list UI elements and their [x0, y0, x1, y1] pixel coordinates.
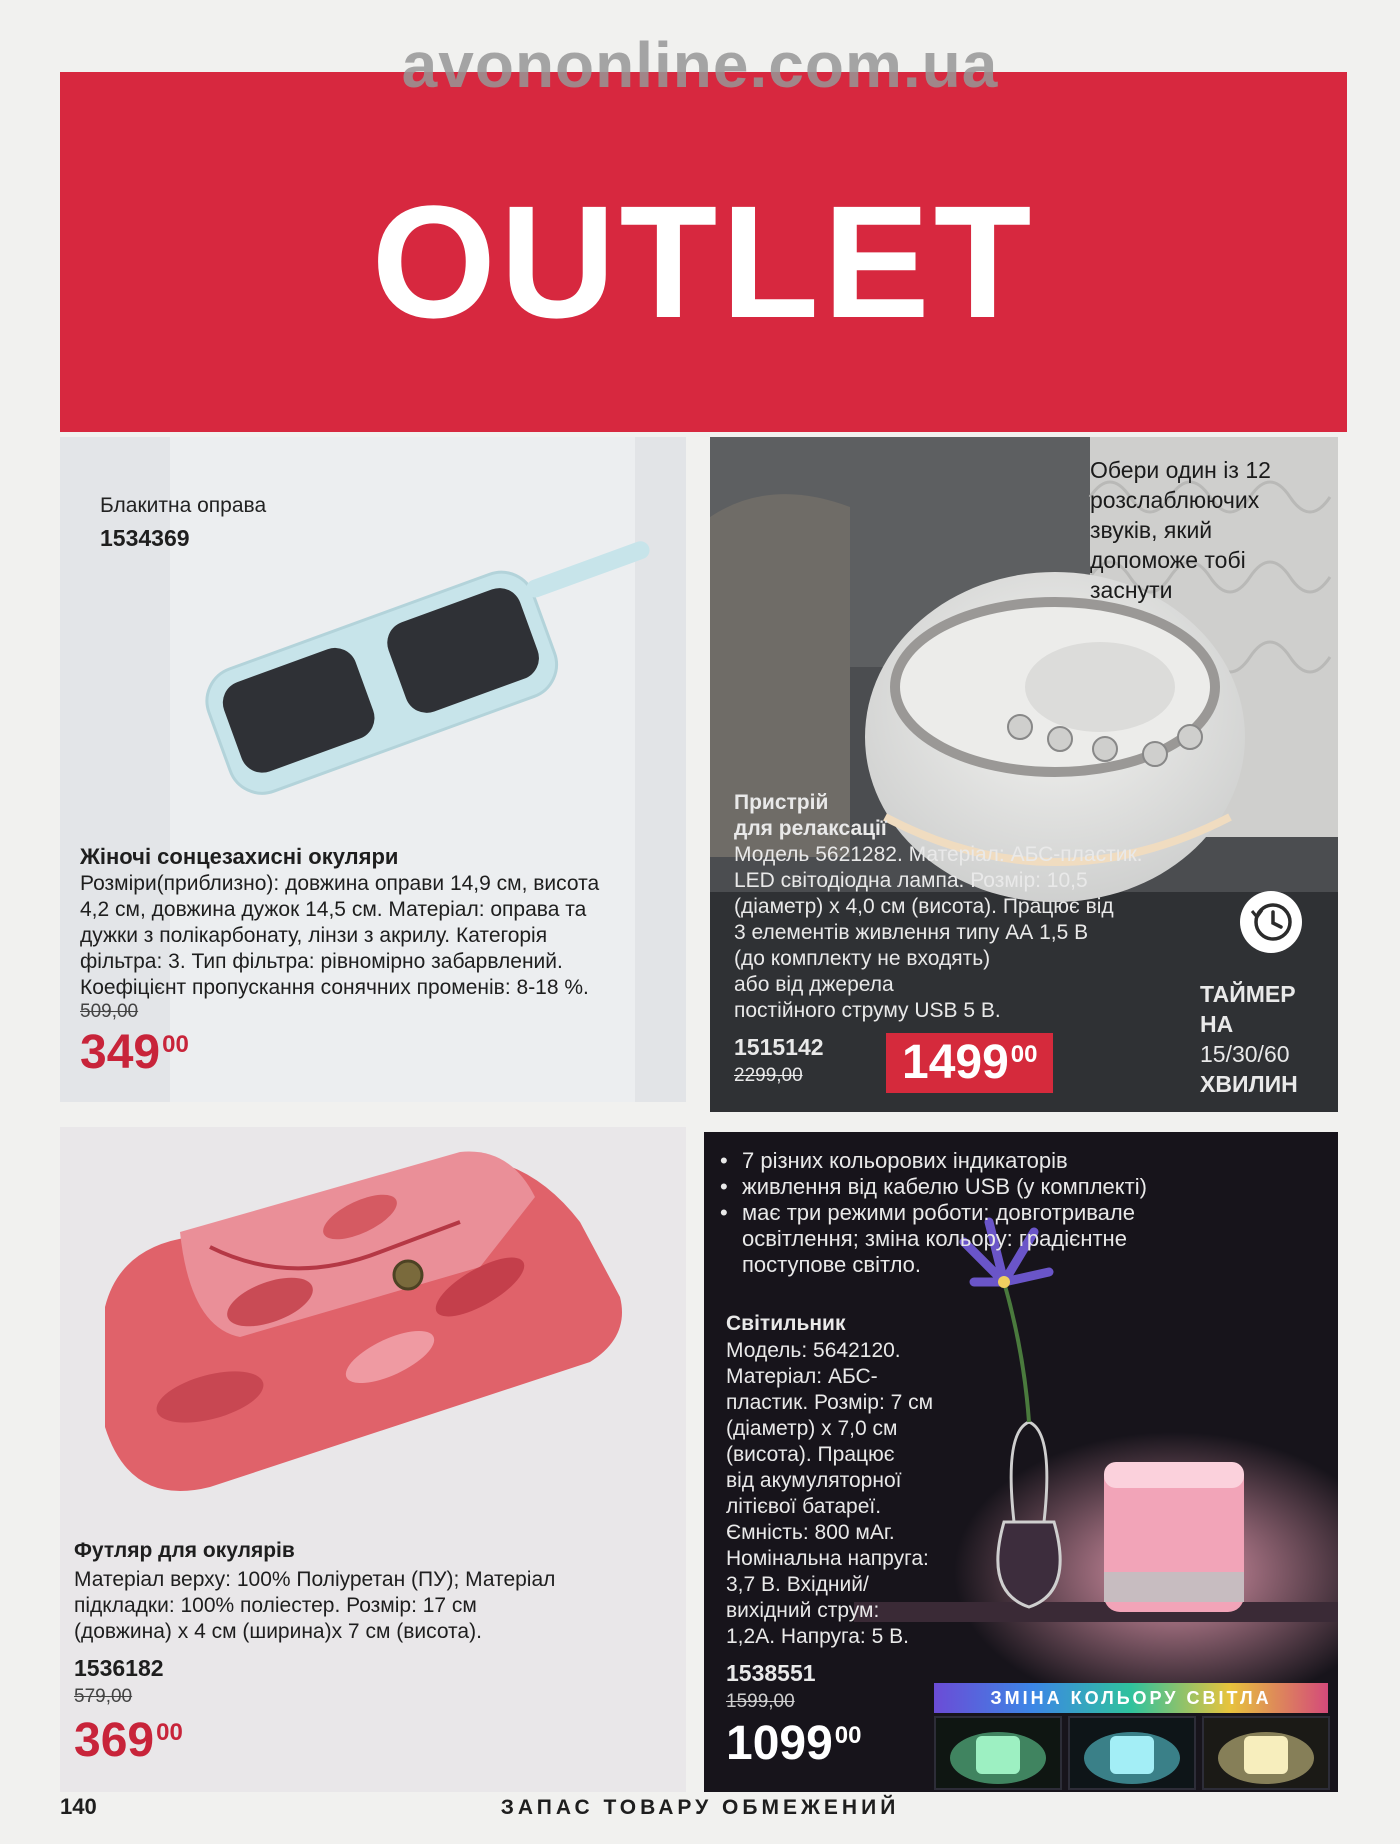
description-line: 1,2А. Напруга: 5 В.	[726, 1625, 909, 1648]
promo-line: заснути	[1090, 577, 1173, 603]
product-code: 1536182	[74, 1655, 164, 1681]
timer-line: 15/30/60	[1200, 1041, 1290, 1067]
product-code: 1515142	[734, 1034, 824, 1060]
description-line: Матеріал верху: 100% Поліуретан (ПУ); Матеріал	[74, 1568, 556, 1591]
product-title: Світильник	[726, 1312, 846, 1335]
timer-line: ТАЙМЕР	[1200, 981, 1296, 1007]
promo-text	[1090, 455, 1330, 605]
product-code: 1534369	[100, 525, 190, 551]
glasses-case-image	[60, 1127, 686, 1792]
product-title: Футляр для окулярів	[74, 1539, 295, 1562]
price	[886, 1033, 1053, 1093]
description-line: пластик. Розмір: 7 см	[726, 1391, 934, 1414]
promo-line: Обери один із 12	[1090, 457, 1271, 483]
description-line: дужки з полікарбонату, лінзи з акрилу. Категорія	[80, 924, 548, 947]
product-description	[80, 871, 680, 1001]
lamp-blue-thumbnail	[1068, 1716, 1196, 1790]
price	[80, 1026, 189, 1079]
price-main: 349	[80, 1026, 161, 1079]
feature-item	[720, 1148, 1330, 1174]
price-cents: 00	[1010, 1041, 1038, 1068]
lamp-green-thumbnail	[934, 1716, 1062, 1790]
price-main: 1099	[726, 1717, 833, 1770]
old-price: 579,00	[74, 1686, 133, 1707]
description-line: підкладки: 100% поліестер. Розмір: 17 см	[74, 1594, 477, 1617]
description-line: або від джерела	[734, 973, 894, 996]
description-line: (довжина) x 4 см (ширина)x 7 см (висота).	[74, 1620, 482, 1643]
description-line: LED світодіодна лампа. Розмір: 10,5	[734, 869, 1088, 892]
promo-line: розслаблюючих	[1090, 487, 1260, 513]
description-line: (до комплекту не входять)	[734, 947, 991, 970]
description-line: Матеріал: АБС-	[726, 1365, 878, 1388]
description-line: 4,2 см, довжина дужок 14,5 см. Матеріал: оправа та	[80, 898, 587, 921]
feature-line: живлення від кабелю USB (у комплекті)	[742, 1174, 1147, 1199]
feature-line: освітлення; зміна кольору: градієнтне	[742, 1226, 1127, 1251]
features-list	[720, 1148, 1330, 1278]
feature-line: має три режими роботи: довготривале	[742, 1200, 1135, 1225]
feature-item	[720, 1174, 1330, 1200]
description-line: від акумуляторної	[726, 1469, 902, 1492]
description-line: (діаметр) x 7,0 см	[726, 1417, 898, 1440]
description-line: (діаметр) x 4,0 см (висота). Працює від	[734, 895, 1114, 918]
description-line: (висота). Працює	[726, 1443, 895, 1466]
description-line: Модель: 5642120.	[726, 1339, 901, 1362]
product-code: 1538551	[726, 1660, 816, 1686]
description-line: Номінальна напруга:	[726, 1547, 929, 1570]
bullet-icon: •	[720, 1148, 728, 1173]
price-main: 1499	[902, 1036, 1009, 1089]
promo-line: звуків, який	[1090, 517, 1213, 543]
title-line: для релаксації	[734, 817, 887, 840]
bullet-icon: •	[720, 1200, 728, 1225]
feature-line: 7 різних кольорових індикаторів	[742, 1148, 1068, 1173]
description-line: фільтра: 3. Тип фільтра: рівномірно забарвлений.	[80, 950, 563, 973]
product-description	[734, 842, 1174, 1024]
old-price: 509,00	[80, 1001, 139, 1022]
promo-line: допоможе тобі	[1090, 547, 1246, 573]
outlet-banner	[60, 72, 1347, 432]
feature-item	[720, 1200, 1330, 1278]
variant-label: Блакитна оправа	[100, 494, 267, 517]
banner-title: OUTLET	[371, 172, 1036, 351]
bullet-icon: •	[720, 1174, 728, 1199]
description-line: Розміри(приблизно): довжина оправи 14,9 см, висота	[80, 872, 600, 895]
price-cents: 00	[162, 1031, 189, 1058]
page-number: 140	[60, 1794, 97, 1819]
product-description	[74, 1567, 674, 1645]
product-description	[726, 1338, 986, 1650]
glasses-case-card[interactable]	[60, 1127, 686, 1792]
title-line: Пристрій	[734, 791, 829, 814]
price-main: 369	[74, 1714, 155, 1767]
price	[74, 1714, 183, 1767]
lamp-yellow-thumbnail	[1202, 1716, 1330, 1790]
stock-notice: ЗАПАС ТОВАРУ ОБМЕЖЕНИЙ	[500, 1796, 900, 1819]
old-price: 2299,00	[734, 1065, 803, 1086]
description-line: 3,7 В. Вхідний/	[726, 1573, 869, 1596]
product-title	[734, 790, 887, 842]
description-line: постійного струму USB 5 В.	[734, 999, 1001, 1022]
description-line: вихідний струм:	[726, 1599, 880, 1622]
description-line: Ємність: 800 мАг.	[726, 1521, 895, 1544]
price-cents: 00	[156, 1719, 183, 1746]
timer-icon	[1238, 889, 1304, 955]
timer-line: НА	[1200, 1011, 1234, 1037]
description-line: Коефіцієнт пропускання сонячних променів: 8-18 %.	[80, 976, 589, 999]
description-line: літієвої батареї.	[726, 1495, 882, 1518]
price-cents: 00	[834, 1722, 862, 1749]
price	[726, 1717, 862, 1770]
color-change-label: ЗМІНА КОЛЬОРУ СВІТЛА	[934, 1683, 1328, 1713]
description-line: 3 елементів живлення типу АА 1,5 В	[734, 921, 1089, 944]
old-price: 1599,00	[726, 1691, 795, 1712]
watermark-text: avononline.com.ua	[401, 29, 999, 101]
product-title: Жіночі сонцезахисні окуляри	[80, 844, 399, 869]
description-line: Модель 5621282. Матеріал: АБС-пластик.	[734, 843, 1143, 866]
feature-line: поступове світло.	[742, 1252, 922, 1277]
timer-line: ХВИЛИН	[1200, 1071, 1298, 1097]
relaxation-device-card[interactable]	[710, 437, 1338, 1112]
timer-text	[1200, 979, 1298, 1099]
sunglasses-card[interactable]	[60, 437, 686, 1102]
